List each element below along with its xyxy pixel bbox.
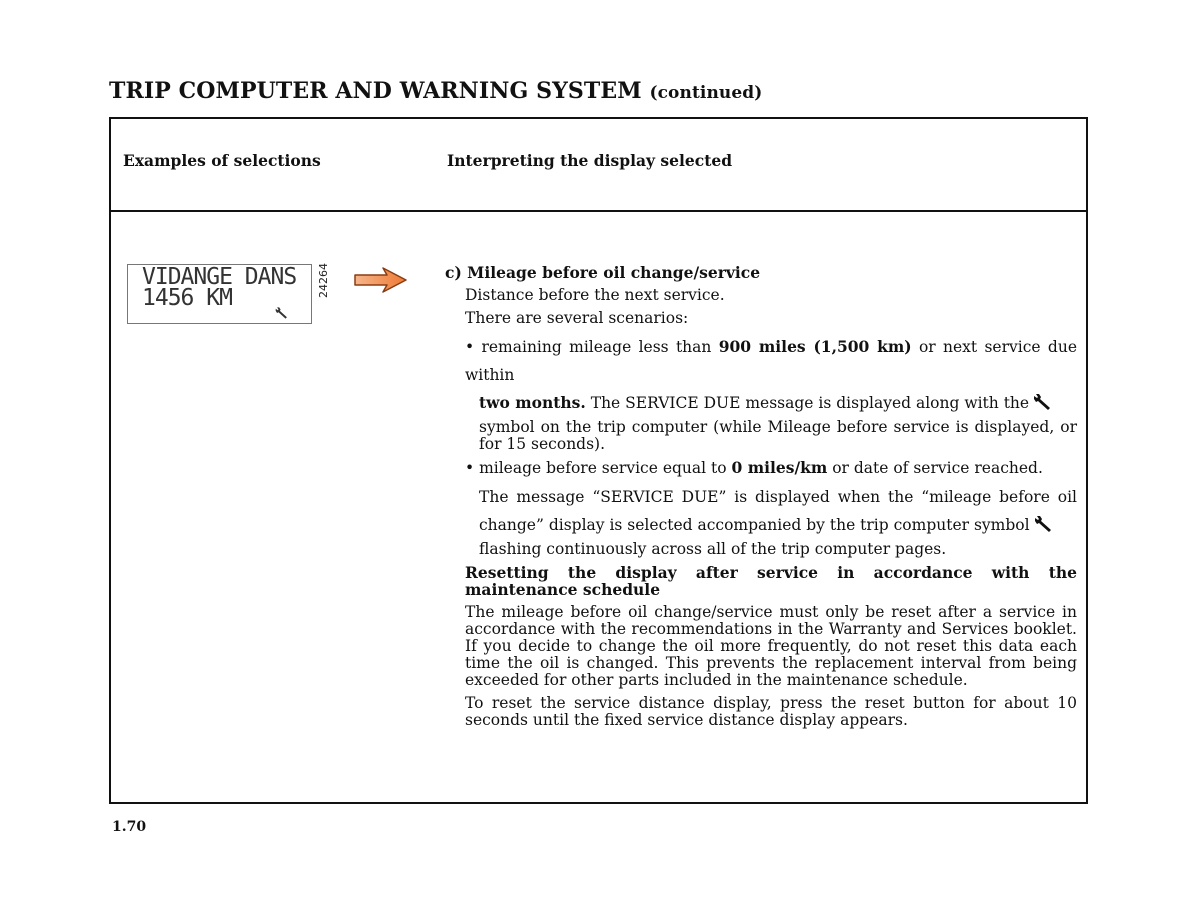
bullet-zero-mileage <box>465 459 1077 477</box>
trip-computer-display <box>127 264 312 324</box>
column-header-examples: Examples of selections <box>123 151 321 170</box>
bullet-2-message-text: The message “SERVICE DUE” is displayed when the “mileage before oil change” display is selected accompanied by the trip computer symbol <box>479 488 1077 534</box>
bullet-remaining-mileage <box>465 333 1077 417</box>
bullet-2-pre: • mileage before service equal to <box>465 459 732 477</box>
page-number: 1.70 <box>112 819 147 835</box>
figure-reference-number: 24264 <box>317 263 330 298</box>
figure-reference <box>317 262 331 302</box>
bullet-2-message <box>479 483 1077 539</box>
page-title-continued: (continued) <box>649 83 763 103</box>
bullet-1-continuation: symbol on the trip computer (while Mileage before service is displayed, or for 15 seconds). <box>479 418 1077 453</box>
display-line-2: 1456 KM <box>142 285 232 311</box>
wrench-icon <box>1033 392 1053 412</box>
wrench-icon <box>275 306 289 320</box>
bullet-2-flashing: flashing continuously across all of the trip computer pages. <box>479 540 947 558</box>
section-title: c) Mileage before oil change/service <box>445 263 761 282</box>
column-header-interpretation: Interpreting the display selected <box>447 151 733 170</box>
bullet-1-post: The SERVICE DUE message is displayed along with the <box>585 394 1030 412</box>
reset-paragraph-2: To reset the service distance display, press the reset button for about 10 seconds until the fixed service distance display appears. <box>465 694 1077 729</box>
paragraph-scenarios: There are several scenarios: <box>465 309 689 327</box>
display-line-1: VIDANGE DANS <box>142 264 297 290</box>
page-title <box>109 78 762 104</box>
bullet-2-bold: 0 miles/km <box>731 458 828 477</box>
paragraph-distance: Distance before the next service. <box>465 286 725 304</box>
bullet-1-pre: • remaining mileage less than <box>465 338 719 356</box>
reset-heading: Resetting the display after service in accordance with the maintenance schedule <box>465 563 1077 599</box>
table-header-row <box>111 119 1086 212</box>
arrow-right-icon <box>353 265 409 295</box>
bullet-1-bold-distance: 900 miles (1,500 km) <box>718 337 912 356</box>
bullet-1-mid: or next service due within <box>465 338 1077 384</box>
interpretation-text <box>445 264 1077 735</box>
bullet-1-bold-months: two months. <box>479 393 586 412</box>
bullet-2-post: or date of service reached. <box>827 459 1043 477</box>
page-title-main: TRIP COMPUTER AND WARNING SYSTEM <box>109 78 642 104</box>
reset-paragraph-1: The mileage before oil change/service must only be reset after a service in accordance with the recommendations in the Warranty and Services booklet. If you decide to change the oil more frequently, do not reset this data each time the oil is changed. This prevents the replacement interval from being exceeded for other parts included in the maintenance schedule. <box>465 603 1077 689</box>
wrench-icon <box>1034 514 1054 534</box>
content-frame <box>109 117 1088 804</box>
